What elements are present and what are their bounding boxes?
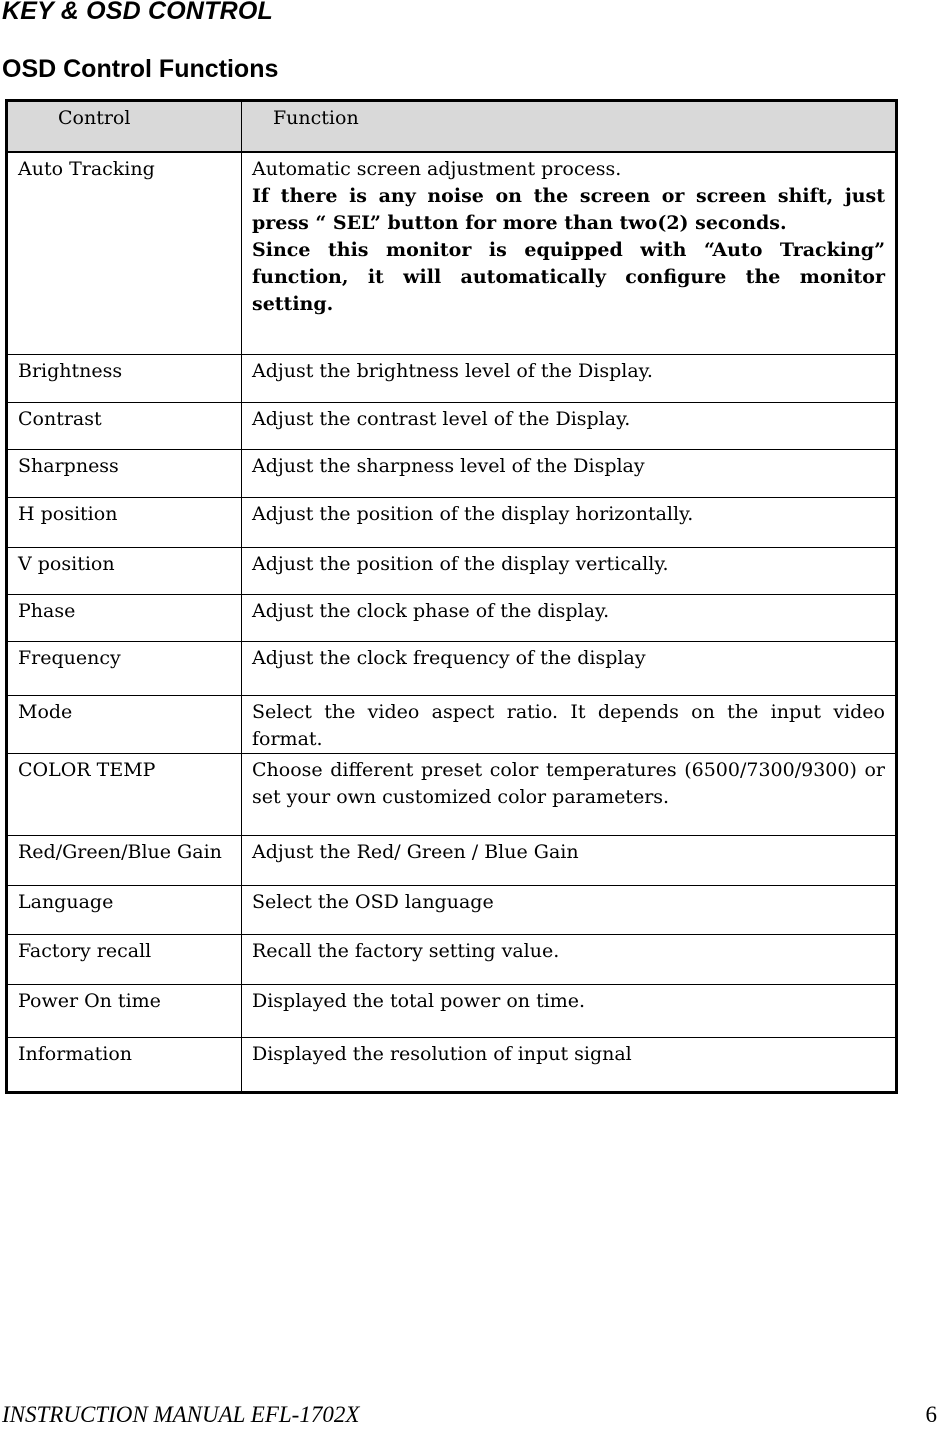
table-row xyxy=(7,835,897,885)
function-description: Choose different preset color temperatures (6500/7300/9300) or set your own customized color parameters. xyxy=(242,753,897,835)
table-row xyxy=(7,1037,897,1092)
function-description: Adjust the contrast level of the Display. xyxy=(242,402,897,449)
table-row xyxy=(7,641,897,695)
header-function: Function xyxy=(242,101,897,153)
control-name: Auto Tracking xyxy=(7,152,242,354)
table-row xyxy=(7,753,897,835)
table-row xyxy=(7,695,897,753)
control-name: H position xyxy=(7,497,242,547)
description-bold-line: Since this monitor is equipped with “Auto Tracking” function, it will automatically configure the monitor setting. xyxy=(252,239,885,315)
control-name: Frequency xyxy=(7,641,242,695)
table-row xyxy=(7,594,897,641)
table-row xyxy=(7,449,897,497)
table-row xyxy=(7,402,897,449)
table-row xyxy=(7,984,897,1037)
function-description: Displayed the resolution of input signal xyxy=(242,1037,897,1092)
control-name: Information xyxy=(7,1037,242,1092)
function-description: Adjust the position of the display vertically. xyxy=(242,547,897,594)
control-name: Phase xyxy=(7,594,242,641)
description-line: Automatic screen adjustment process. xyxy=(252,158,622,180)
function-description: Select the OSD language xyxy=(242,885,897,934)
control-name: COLOR TEMP xyxy=(7,753,242,835)
table-row xyxy=(7,934,897,984)
table-row xyxy=(7,885,897,934)
function-description: Select the video aspect ratio. It depends on the input video format. xyxy=(242,695,897,753)
table-row xyxy=(7,354,897,402)
function-description: Adjust the Red/ Green / Blue Gain xyxy=(242,835,897,885)
page-number: 6 xyxy=(925,1402,937,1427)
header-control: Control xyxy=(7,101,242,153)
function-description: Displayed the total power on time. xyxy=(242,984,897,1037)
function-description: Adjust the clock frequency of the display xyxy=(242,641,897,695)
page-title: KEY & OSD CONTROL xyxy=(2,0,274,25)
control-name: V position xyxy=(7,547,242,594)
table-row xyxy=(7,497,897,547)
function-description: Adjust the sharpness level of the Display xyxy=(242,449,897,497)
control-name: Red/Green/Blue Gain xyxy=(7,835,242,885)
control-name: Mode xyxy=(7,695,242,753)
function-description xyxy=(242,152,897,354)
section-title: OSD Control Functions xyxy=(2,55,279,83)
function-description: Adjust the clock phase of the display. xyxy=(242,594,897,641)
control-name: Sharpness xyxy=(7,449,242,497)
osd-control-table xyxy=(5,99,898,1094)
function-description: Recall the factory setting value. xyxy=(242,934,897,984)
table-header-row xyxy=(7,101,897,153)
footer-manual-title: INSTRUCTION MANUAL EFL-1702X xyxy=(2,1402,360,1427)
control-name: Power On time xyxy=(7,984,242,1037)
function-description: Adjust the brightness level of the Display. xyxy=(242,354,897,402)
description-bold-line: If there is any noise on the screen or screen shift, just press “ SEL” button for more than two(2) seconds. xyxy=(252,185,885,234)
control-name: Contrast xyxy=(7,402,242,449)
control-name: Language xyxy=(7,885,242,934)
control-name: Brightness xyxy=(7,354,242,402)
function-description: Adjust the position of the display horizontally. xyxy=(242,497,897,547)
table-row xyxy=(7,152,897,354)
table-row xyxy=(7,547,897,594)
control-name: Factory recall xyxy=(7,934,242,984)
